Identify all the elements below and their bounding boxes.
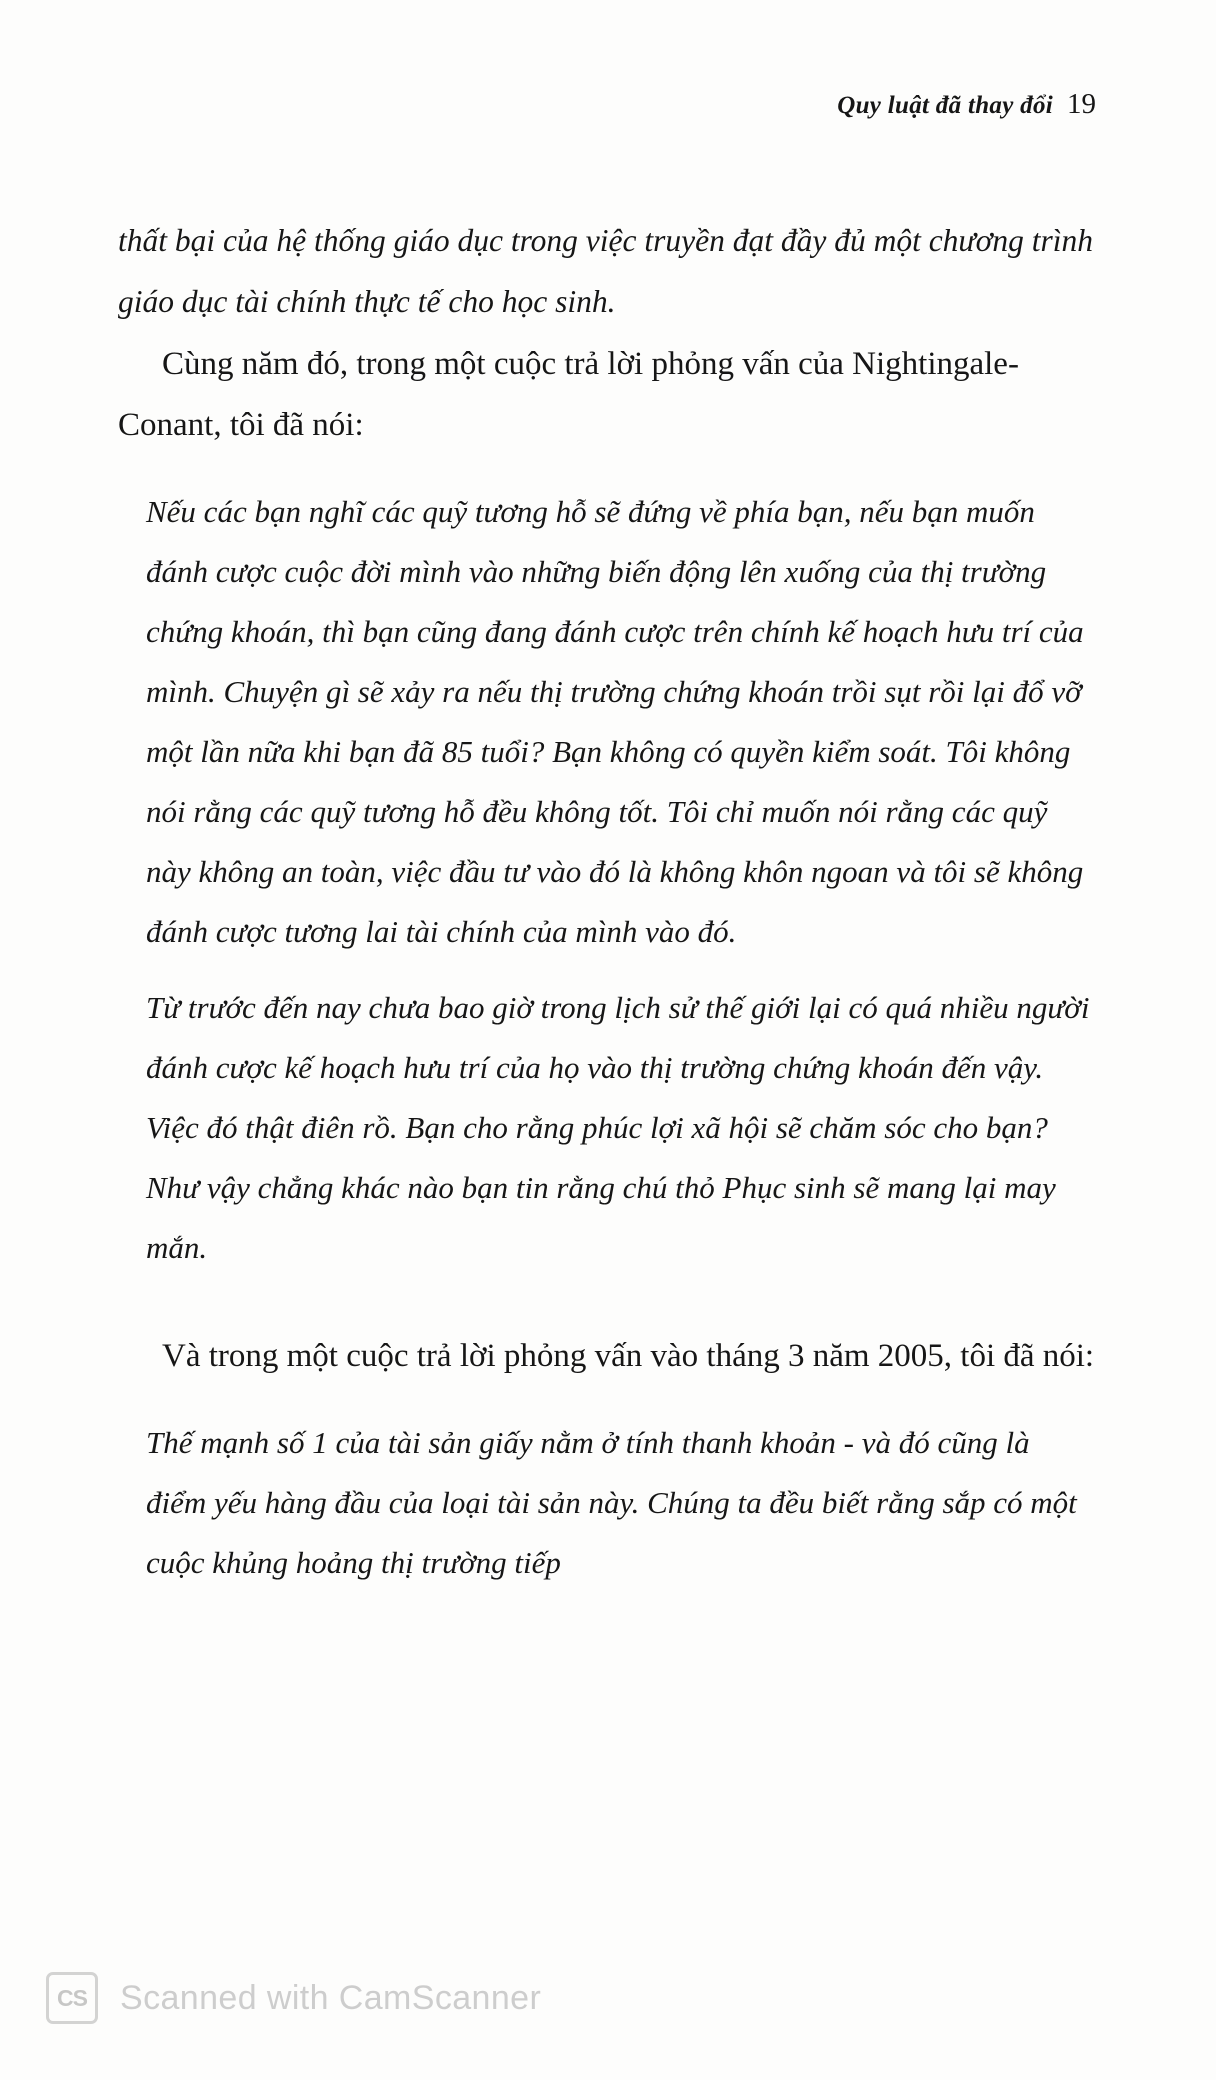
body-text [118, 210, 1098, 1593]
blockquote-first: Nếu các bạn nghĩ các quỹ tương hỗ sẽ đứng về phía bạn, nếu bạn muốn đánh cược cuộc đời mình vào những biến động lên xuống của thị trường chứng khoán, thì bạn cũng đang đánh cược trên chính kế hoạch hưu trí của mình. Chuyện gì sẽ xảy ra nếu thị trường chứng khoán trồi sụt rồi lại đổ vỡ một lần nữa khi bạn đã 85 tuổi? Bạn không có quyền kiểm soát. Tôi không nói rằng các quỹ tương hỗ đều không tốt. Tôi chỉ muốn nói rằng các quỹ này không an toàn, việc đầu tư vào đó là không khôn ngoan và tôi sẽ không đánh cược tương lai tài chính của mình vào đó. [146, 494, 1084, 949]
blockquote-second: Từ trước đến nay chưa bao giờ trong lịch sử thế giới lại có quá nhiều người đánh cược kế hoạch hưu trí của họ vào thị trường chứng khoán đến vậy. Việc đó thật điên rồ. Bạn cho rằng phúc lợi xã hội sẽ chăm sóc cho bạn? Như vậy chẳng khác nào bạn tin rằng chú thỏ Phục sinh sẽ mang lại may mắn. [146, 990, 1090, 1265]
paragraph-continuation: thất bại của hệ thống giáo dục trong việc truyền đạt đầy đủ một chương trình giáo dục tài chính thực tế cho học sinh. [118, 223, 1094, 319]
spacer [118, 456, 1098, 482]
camscanner-logo-icon: CS [46, 1972, 98, 2024]
camscanner-label: Scanned with CamScanner [120, 1978, 542, 2017]
running-head [837, 88, 1096, 121]
spacer [118, 1278, 1098, 1324]
blockquote-third: Thế mạnh số 1 của tài sản giấy nằm ở tính thanh khoản - và đó cũng là điểm yếu hàng đầu của loại tài sản này. Chúng ta đều biết rằng sắp có một cuộc khủng hoảng thị trường tiếp [146, 1425, 1077, 1580]
page-number: 19 [1067, 88, 1096, 120]
running-head-title: Quy luật đã thay đổi [837, 92, 1053, 119]
paragraph-intro-2005: Và trong một cuộc trả lời phỏng vấn vào tháng 3 năm 2005, tôi đã nói: [162, 1338, 1095, 1374]
spacer [118, 1387, 1098, 1413]
paragraph-intro-nightingale: Cùng năm đó, trong một cuộc trả lời phỏng vấn của Nightingale-Conant, tôi đã nói: [118, 346, 1019, 443]
camscanner-watermark [46, 1972, 541, 2024]
